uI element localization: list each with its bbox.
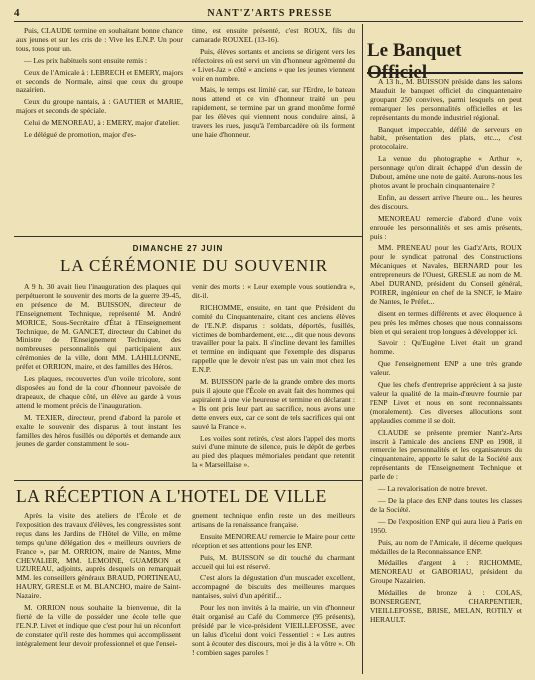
paragraph: Médailles d'argent à : RICHOMME, MENOREAU et GABORIAU, président du Groupe Nazairien.: [370, 558, 522, 586]
section-rule: [14, 236, 362, 237]
paragraph: MM. PRENEAU pour les Gad'z'Arts, ROUX pour le syndicat patronal des Constructions Mécaniques et Navales, BERNARD pour les entrepreneurs de l'Ouest, GRESLE au nom de M. Abel DURAND, président du Conseil général, POIRER, ingénieur en chef de la SNCF, le Maire de Nantes, le Préfet...: [370, 243, 522, 306]
page-number: 4: [14, 7, 20, 19]
banquet-title-box: [367, 40, 523, 83]
paragraph: C'est alors la dégustation d'un muscadet excellent, accompagné de biscuits des meilleures marques nantaises, suivi d'un apéritif...: [192, 573, 355, 601]
ceremonie-title: LA CÉRÉMONIE DU SOUVENIR: [60, 256, 329, 275]
paragraph: A 13 h., M. BUISSON préside dans les salons Mauduit le banquet officiel du cinquantenaire groupant 250 convives, parmi lesquels on peut remarquer les personnalités officielles et les représentants du monde industriel régional.: [370, 77, 522, 122]
paragraph: Après la visite des ateliers de l'École et de l'exposition des travaux d'élèves, les congressistes sont reçus dans les Jardins de l'Hôtel de Ville, en même temps qu'une délégation des « meilleurs ouvriers de France », par M. ORRION, maire de Nantes, Mme CHEVALIER, MM. LEMOINE, GUAMBON et UZUREAU, adjoints, auprès desquels on remarquait MM. les conseillers généraux BRAUD, PORTINEAU, HAURY, GRESLE et M. BLANCHO, maire de Saint-Nazaire.: [16, 511, 181, 601]
paragraph: MENOREAU remercie d'abord d'une voix enrouée les personnalités et ses amis présents, puis :: [370, 213, 522, 241]
top-middle-column: [192, 27, 355, 143]
paragraph: Médailles de bronze à : COLAS, BONSERGENT, CHARPENTIER, VIEILLEFOSSE, BRISE, MELAN, ROTILY et HERAULT.: [370, 588, 522, 624]
paragraph: Les voiles sont retirés, c'est alors l'appel des morts suivi d'une minute de silence, puis le dépôt de gerbes au pied des plaques mémoriales pendant que retentit la « Marseillaise ».: [192, 433, 355, 470]
paragraph: CLAUDE se présente premier Nant'z-Arts inscrit à l'amicale des anciens ENP en 1908, il remercie les personnalités et les organisateurs du cinquantenaire, apporte le salut de la Société aux représentants de l'Enseignement Technique et parle de :: [370, 427, 522, 482]
paragraph: Puis, CLAUDE termine en souhaitant bonne chance aux jeunes et sur les cris de : Vive les E.N.P. Un pour tous, tous pour un.: [16, 26, 183, 53]
paragraph: Enfin, au dessert arrive l'heure ou... les heures des discours.: [370, 192, 522, 211]
paragraph: Ceux du groupe nantais, à : GAUTIER et MARIE, majors et seconds de spéciale.: [16, 97, 183, 116]
paragraph: time, est ensuite présenté, c'est ROUX, fils du camarade ROUXEL (13-16).: [192, 26, 355, 44]
top-left-column: [16, 27, 183, 143]
paragraph: Puis, élèves sortants et anciens se dirigent vers les réfectoires où est servi un vin d'honneur agrémenté du « Livet-Jaz » côté « anciens » que les jeunes viennent voir en nombre.: [192, 46, 355, 83]
reception-right-column: [192, 512, 355, 661]
ceremonie-right-column: [192, 283, 355, 473]
paragraph: A 9 h. 30 avait lieu l'inauguration des plaques qui perpétueront le souvenir des morts de la guerre 39-45, en présence de M. BUISSON, directeur de l'Enseignement Technique, représenté M. André MORICE, Sous-Secrétaire d'État à l'Enseignement Technique, de M. GANCET, directeur du Cabinet du Ministre de l'Enseignement Technique, des nombreuses personnalités qui participaient aux cérémonies de la ville, dont MM. LAHILLONNE, préfet et ORRION, maire, et des familles des Héros.: [16, 282, 181, 372]
paragraph: gnement technique enfin reste un des meilleurs artisans de la renaissance française.: [192, 511, 355, 529]
paragraph: Les plaques, recouvertes d'un voile tricolore, sont disposées au fond de la cour d'honneur pavoisée de drapeaux, de chaque côté, un élève au garde à vous attend le moment précis de l'inauguration.: [16, 374, 181, 410]
paragraph: Ensuite MENOREAU remercie le Maire pour cette réception et ses attentions pour les ENP.: [192, 531, 355, 550]
paragraph: Que les chefs d'entreprise apprécient à sa juste valeur la qualité de la main-d'œuvre fournie par l'ENP Livet et nous en sont reconnaissants (moralement). Ces diverses allocutions sont applaudies comme il se doit.: [370, 380, 522, 425]
ceremonie-date: DIMANCHE 27 JUIN: [132, 244, 224, 253]
paragraph: Puis, M. BUISSON se dit touché du charmant accueil qui lui est réservé.: [192, 552, 355, 571]
paragraph: Ceux de l'Amicale à : LEBRECH et EMERY, majors et seconds de Normale, ainsi que ceux du groupe nazairien.: [16, 67, 183, 95]
paragraph: Le délégué de promotion, major d'es-: [24, 130, 137, 140]
header-rule: [14, 21, 523, 22]
column-divider: [362, 24, 363, 674]
ceremonie-left-column: [16, 283, 181, 452]
paragraph: M. ORRION nous souhaite la bienvenue, dit la fierté de la ville de posséder une école telle que l'E.N.P. Livet et indique que c'est pour lui un réconfort de constater qu'il reste des hommes qui accomplissent intégralement leur devoir professionnel et que l'ensei-: [16, 603, 181, 648]
reception-title: LA RÉCEPTION A L'HOTEL DE VILLE: [16, 486, 327, 506]
paragraph: M. BUISSON parle de la grande ombre des morts puis il ajoute que l'École en avait fait des hommes qui aspiraient à une vie heureuse et termine en déclarant : « Ils ont pris leur part au sacrifice, nous avons une dette envers eux, car ce sont de tels sacrifices qui ont sauvé la France ».: [192, 377, 355, 431]
banquet-title: Le Banquet Officiel: [367, 40, 462, 83]
masthead: NANT'Z'ARTS PRESSE: [207, 8, 333, 19]
paragraph: M. TEXIER, directeur, prend d'abord la parole et exalte le souvenir des disparus à tout instant les familles des héros fusillés ou déportés et demande aux jeunes de garder constamment le sou-: [16, 412, 181, 449]
paragraph: La venue du photographe « Arthur », personnage qu'on dirait échappé d'un dessin de Dubout, amène une note de gaité. Aurons-nous les photos avant le prochain cinquantenaire ?: [370, 154, 522, 190]
paragraph: disent en termes différents et avec éloquence à peu près les mêmes choses que nous connaissons bien et qui seraient trop longues à développer ici.: [370, 308, 522, 336]
paragraph: Mais, le temps est limité car, sur l'Erdre, le bateau nous attend et ce vin d'honneur traité un peu rapidement, se termine par un grand monôme formé par les élèves qui viennent nous conduire ainsi, à travers les rues, jusqu'à l'embarcadère où ils forment une haie d'honneur.: [192, 85, 355, 139]
banquet-column: [370, 78, 522, 628]
paragraph: Pour les non invités à la mairie, un vin d'honneur était organisé au Café du Commerce (95 présents), présidé par le vice-président VIEILLEFOSSE, avec un laïus d'icelui dont voici l'essentiel : « Les autres sont à écouter des discours, moi je dis à la vôtre ». Oh ! combien sages paroles !: [192, 603, 355, 657]
paragraph: Que l'enseignement ENP a une très grande valeur.: [370, 359, 522, 378]
paragraph: Celui de MENOREAU, à : EMERY, major d'atelier.: [24, 118, 180, 128]
paragraph: venir des morts : « Leur exemple vous soutiendra », dit-il.: [192, 282, 355, 300]
paragraph: — Les prix habituels sont ensuite remis :: [24, 55, 148, 65]
section-rule: [14, 480, 362, 481]
paragraph: Savoir : Qu'Eugène Livet était un grand homme.: [370, 338, 522, 357]
paragraph: — De la place des ENP dans toutes les classes de la Société.: [370, 495, 522, 514]
paragraph: — La revalorisation de notre brevet.: [378, 484, 488, 494]
paragraph: Banquet impeccable, défilé de serveurs en habit, présentation des plats, etc..., c'est protocolaire.: [370, 124, 522, 152]
reception-left-column: [16, 512, 181, 652]
paragraph: — De l'exposition ENP qui aura lieu à Paris en 1950.: [370, 516, 522, 535]
paragraph: RICHOMME, ensuite, en tant que Président du comité du Cinquantenaire, citant ces anciens élèves de l'E.N.P. disparus : soldats, déportés, fusillés, victimes de bombardement, etc..., dit que nous devons travailler pour la paix. Il s'incline devant les familles et termine en indiquant que l'exemple des disparus rappelle que le devoir n'est pas un vain mot chez les E.N.P.: [192, 302, 355, 375]
paragraph: Puis, au nom de l'Amicale, il décerne quelques médailles de la Reconnaissance ENP.: [370, 537, 522, 556]
